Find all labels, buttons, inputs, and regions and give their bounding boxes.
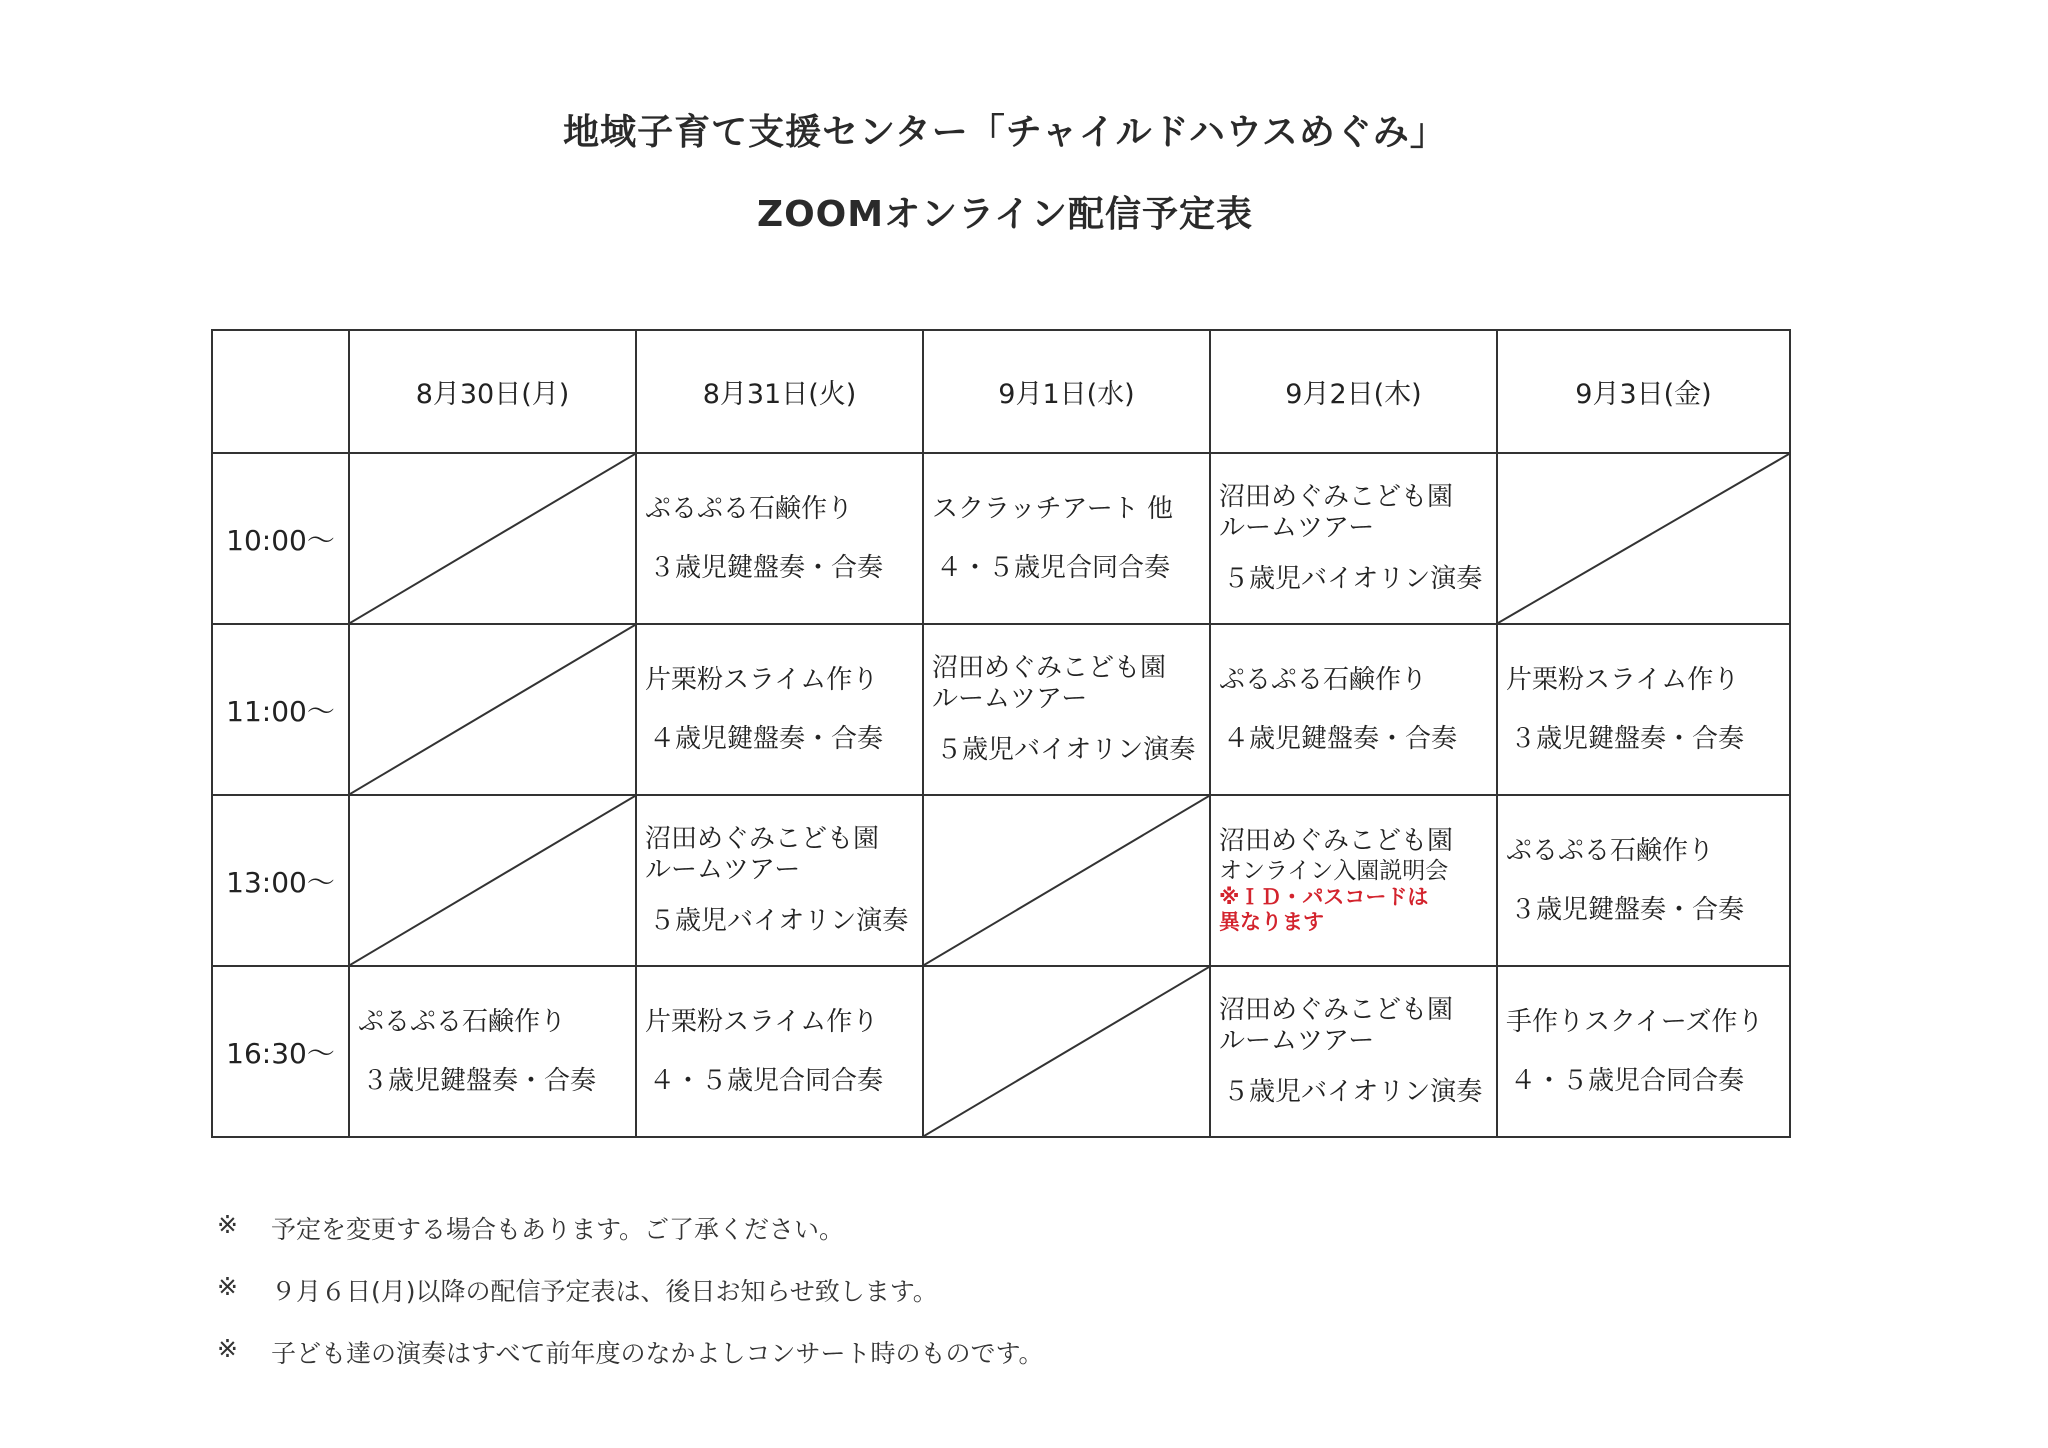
table-row [212,624,1790,795]
diagonal-line [1498,454,1789,623]
event-title: ぷるぷる石鹸作り [1219,664,1428,695]
schedule-cell [349,966,636,1137]
event-performance: ３歳児鍵盤奏・合奏 [1510,723,1745,754]
event-title: 沼田めぐみこども園 [1219,995,1454,1025]
diagonal-line [924,967,1209,1136]
event-performance: ３歳児鍵盤奏・合奏 [362,1065,597,1096]
schedule-cell [1210,453,1497,624]
note-mark: ※ [217,1210,238,1239]
day-header: 9月1日(水) [923,330,1210,453]
note-mark: ※ [217,1334,238,1363]
empty-slot [923,795,1210,966]
event-subtitle: ルームツアー [1219,513,1375,543]
event-title: 沼田めぐみこども園 [645,824,880,854]
note-mark: ※ [217,1272,238,1301]
note-text: 子ども達の演奏はすべて前年度のなかよしコンサート時のものです。 [271,1339,1044,1368]
time-label: 13:00～ [212,795,349,966]
empty-slot [349,624,636,795]
schedule-cell [1210,624,1497,795]
event-performance: ５歳児バイオリン演奏 [1223,564,1483,594]
event-subtitle: ルームツアー [645,855,801,885]
schedule-table [211,329,1791,1138]
empty-slot [349,453,636,624]
event-title: 片栗粉スライム作り [645,664,879,695]
time-label: 10:00～ [212,453,349,624]
schedule-cell [636,624,923,795]
schedule-cell [923,453,1210,624]
event-performance: ３歳児鍵盤奏・合奏 [649,552,884,583]
header-row [212,330,1790,453]
day-header: 8月30日(月) [349,330,636,453]
table-row [212,795,1790,966]
title-line-2: ZOOMオンライン配信予定表 [756,194,1254,235]
schedule-cell [636,966,923,1137]
empty-slot [349,795,636,966]
event-title: 沼田めぐみこども園 [1219,482,1454,512]
table-row [212,453,1790,624]
event-performance: ４・５歳児合同合奏 [1510,1065,1745,1096]
note-item [217,1272,1044,1334]
schedule-cell [1497,795,1790,966]
event-performance: ４・５歳児合同合奏 [936,552,1171,583]
event-performance: ４・５歳児合同合奏 [649,1065,884,1096]
schedule-cell [1497,966,1790,1137]
event-title: ぷるぷる石鹸作り [1506,835,1715,866]
schedule-cell [923,624,1210,795]
diagonal-line [350,625,635,794]
id-notice-continued: 異なります [1219,910,1324,934]
time-label: 16:30～ [212,966,349,1137]
diagonal-line [350,796,635,965]
event-performance: ５歳児バイオリン演奏 [1223,1077,1483,1107]
notes-list [217,1210,1044,1396]
table-row [212,966,1790,1137]
event-performance: ５歳児バイオリン演奏 [936,735,1196,765]
note-text: 予定を変更する場合もあります。ご了承ください。 [271,1215,845,1244]
event-title: 沼田めぐみこども園 [932,653,1167,683]
event-title: スクラッチアート 他 [932,493,1173,524]
event-title: 片栗粉スライム作り [1506,664,1740,695]
time-label: 11:00～ [212,624,349,795]
note-item [217,1210,1044,1272]
event-title: 片栗粉スライム作り [645,1006,879,1037]
id-notice: ※ＩＤ・パスコードは [1219,885,1429,909]
title-line-1: 地域子育て支援センター「チャイルドハウスめぐみ」 [563,112,1447,153]
note-text: ９月６日(月)以降の配信予定表は、後日お知らせ致します。 [271,1277,938,1306]
diagonal-line [350,454,635,623]
schedule-cell [636,453,923,624]
event-performance: ５歳児バイオリン演奏 [649,906,909,936]
empty-slot [1497,453,1790,624]
day-header: 9月2日(木) [1210,330,1497,453]
event-performance: ４歳児鍵盤奏・合奏 [1223,723,1458,754]
schedule-cell [1210,966,1497,1137]
event-title: 沼田めぐみこども園 [1219,826,1454,856]
day-header: 9月3日(金) [1497,330,1790,453]
schedule-cell [1210,795,1497,966]
schedule-cell [1497,624,1790,795]
event-performance: ４歳児鍵盤奏・合奏 [649,723,884,754]
note-item [217,1334,1044,1396]
day-header: 8月31日(火) [636,330,923,453]
event-subtitle: ルームツアー [1219,1026,1375,1056]
event-subtitle: オンライン入園説明会 [1219,858,1449,884]
event-subtitle: ルームツアー [932,684,1088,714]
event-title: ぷるぷる石鹸作り [645,493,854,524]
corner-cell [212,330,349,453]
event-performance: ３歳児鍵盤奏・合奏 [1510,894,1745,925]
event-title: 手作りスクイーズ作り [1506,1006,1764,1037]
empty-slot [923,966,1210,1137]
diagonal-line [924,796,1209,965]
schedule-cell [636,795,923,966]
event-title: ぷるぷる石鹸作り [358,1006,567,1037]
